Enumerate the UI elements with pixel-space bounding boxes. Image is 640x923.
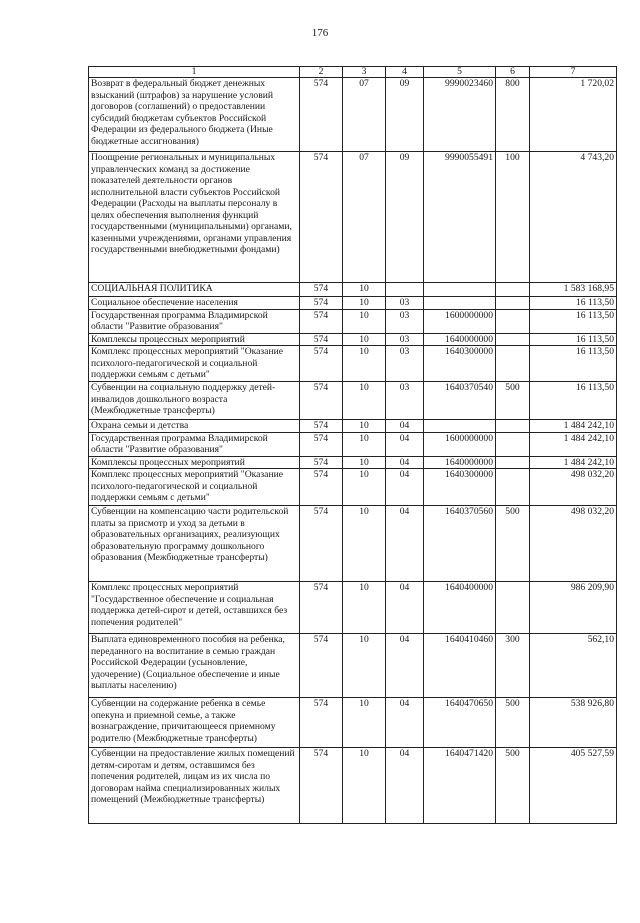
subsection-code: 04	[386, 634, 424, 698]
table-row	[89, 634, 617, 698]
ministry-code: 574	[300, 456, 343, 469]
amount: 498 032,20	[530, 506, 617, 582]
table-row	[89, 582, 617, 634]
amount: 1 583 168,95	[530, 283, 617, 297]
table-row	[89, 748, 617, 824]
amount: 16 113,50	[530, 346, 617, 382]
expense-type-code: 500	[496, 382, 530, 420]
ministry-code: 574	[300, 309, 343, 333]
target-article-code: 9990055491	[424, 152, 496, 283]
subsection-code: 04	[386, 456, 424, 469]
ministry-code: 574	[300, 346, 343, 382]
section-code: 07	[343, 78, 386, 152]
table-row	[89, 152, 617, 283]
expense-type-code: 100	[496, 152, 530, 283]
section-code: 10	[343, 582, 386, 634]
table-row	[89, 456, 617, 469]
target-article-code: 1600000000	[424, 432, 496, 456]
item-name: Государственная программа Владимирской области "Развитие образования"	[89, 309, 300, 333]
target-article-code	[424, 420, 496, 433]
ministry-code: 574	[300, 382, 343, 420]
amount: 16 113,50	[530, 382, 617, 420]
expense-type-code	[496, 309, 530, 333]
table-row	[89, 506, 617, 582]
target-article-code: 1640410460	[424, 634, 496, 698]
item-name: Комплекс процессных мероприятий "Государственное обеспечение и социальная поддержка детей-сирот и детей, оставшихся без попечения родителей"	[89, 582, 300, 634]
section-code: 10	[343, 346, 386, 382]
amount: 1 720,02	[530, 78, 617, 152]
section-code: 10	[343, 420, 386, 433]
subsection-code: 03	[386, 346, 424, 382]
item-name: Комплекс процессных мероприятий "Оказание психолого-педагогической и социальной поддержки семьям с детьми"	[89, 346, 300, 382]
ministry-code: 574	[300, 506, 343, 582]
ministry-code: 574	[300, 333, 343, 346]
item-name: Комплексы процессных мероприятий	[89, 333, 300, 346]
target-article-code: 1640000000	[424, 456, 496, 469]
table-row	[89, 78, 617, 152]
header-cell: 5	[424, 67, 496, 78]
subsection-code: 04	[386, 698, 424, 748]
target-article-code: 1640000000	[424, 333, 496, 346]
target-article-code	[424, 297, 496, 310]
item-name: Комплекс процессных мероприятий "Оказание психолого-педагогической и социальной поддержки семьям с детьми"	[89, 469, 300, 506]
expense-type-code	[496, 469, 530, 506]
amount: 498 032,20	[530, 469, 617, 506]
budget-table	[88, 66, 617, 824]
amount: 16 113,50	[530, 309, 617, 333]
amount: 1 484 242,10	[530, 420, 617, 433]
item-name: Государственная программа Владимирской области "Развитие образования"	[89, 432, 300, 456]
ministry-code: 574	[300, 748, 343, 824]
subsection-code: 04	[386, 748, 424, 824]
amount: 1 484 242,10	[530, 432, 617, 456]
subsection-code: 09	[386, 152, 424, 283]
ministry-code: 574	[300, 582, 343, 634]
item-name: Субвенции на предоставление жилых помещений детям-сиротам и детям, оставшимся без попечения родителей, лицам из их числа по договорам найма специализированных жилых помещений (Межбюджетные трансферты)	[89, 748, 300, 824]
subsection-code: 04	[386, 582, 424, 634]
target-article-code: 1600000000	[424, 309, 496, 333]
ministry-code: 574	[300, 634, 343, 698]
header-cell: 2	[300, 67, 343, 78]
amount: 16 113,50	[530, 297, 617, 310]
ministry-code: 574	[300, 283, 343, 297]
table-body	[89, 78, 617, 824]
item-name: Комплексы процессных мероприятий	[89, 456, 300, 469]
subsection-code: 03	[386, 382, 424, 420]
expense-type-code: 300	[496, 634, 530, 698]
ministry-code: 574	[300, 420, 343, 433]
ministry-code: 574	[300, 297, 343, 310]
table-row	[89, 297, 617, 310]
section-code: 10	[343, 283, 386, 297]
ministry-code: 574	[300, 152, 343, 283]
expense-type-code	[496, 283, 530, 297]
section-code: 10	[343, 333, 386, 346]
header-cell: 3	[343, 67, 386, 78]
table-row	[89, 283, 617, 297]
section-code: 10	[343, 506, 386, 582]
target-article-code: 1640300000	[424, 469, 496, 506]
section-code: 10	[343, 382, 386, 420]
amount: 1 484 242,10	[530, 456, 617, 469]
header-cell: 7	[530, 67, 617, 78]
amount: 562,10	[530, 634, 617, 698]
header-cell: 4	[386, 67, 424, 78]
expense-type-code: 800	[496, 78, 530, 152]
table-row	[89, 469, 617, 506]
target-article-code: 1640400000	[424, 582, 496, 634]
item-name: Поощрение региональных и муниципальных управленческих команд за достижение показателей деятельности органов исполнительной власти субъектов Российской Федерации (Расходы на выплаты персоналу в целях обеспечения выполнения функций государственными (муниципальными) органами, казенными учреждениями, органами управления государственными внебюджетными фондами)	[89, 152, 300, 283]
section-code: 10	[343, 698, 386, 748]
table-row	[89, 432, 617, 456]
expense-type-code	[496, 297, 530, 310]
expense-type-code	[496, 432, 530, 456]
ministry-code: 574	[300, 78, 343, 152]
target-article-code: 1640471420	[424, 748, 496, 824]
subsection-code: 03	[386, 309, 424, 333]
table-row	[89, 333, 617, 346]
subsection-code: 04	[386, 469, 424, 506]
table-row	[89, 346, 617, 382]
subsection-code: 03	[386, 297, 424, 310]
target-article-code: 9990023460	[424, 78, 496, 152]
expense-type-code	[496, 333, 530, 346]
section-code: 10	[343, 748, 386, 824]
subsection-code: 03	[386, 333, 424, 346]
expense-type-code: 500	[496, 698, 530, 748]
item-name: Субвенции на компенсацию части родительской платы за присмотр и уход за детьми в образовательных организациях, реализующих образовательную программу дошкольного образования (Межбюджетные трансферты)	[89, 506, 300, 582]
ministry-code: 574	[300, 469, 343, 506]
section-code: 10	[343, 297, 386, 310]
item-name: Социальное обеспечение населения	[89, 297, 300, 310]
ministry-code: 574	[300, 698, 343, 748]
target-article-code: 1640300000	[424, 346, 496, 382]
amount: 16 113,50	[530, 333, 617, 346]
target-article-code: 1640370540	[424, 382, 496, 420]
section-code: 10	[343, 469, 386, 506]
section-code: 07	[343, 152, 386, 283]
target-article-code: 1640370560	[424, 506, 496, 582]
table-row	[89, 698, 617, 748]
target-article-code: 1640470650	[424, 698, 496, 748]
header-cell: 1	[89, 67, 300, 78]
expense-type-code	[496, 420, 530, 433]
expense-type-code: 500	[496, 748, 530, 824]
amount: 538 926,80	[530, 698, 617, 748]
table-row	[89, 382, 617, 420]
section-code: 10	[343, 456, 386, 469]
item-name: Субвенции на содержание ребенка в семье опекуна и приемной семье, а также вознаграждение, причитающееся приемному родителю (Межбюджетные трансферты)	[89, 698, 300, 748]
page-number: 176	[311, 27, 329, 39]
subsection-code: 04	[386, 420, 424, 433]
item-name: Субвенции на социальную поддержку детей-инвалидов дошкольного возраста (Межбюджетные трансферты)	[89, 382, 300, 420]
section-code: 10	[343, 634, 386, 698]
table-row	[89, 420, 617, 433]
amount: 4 743,20	[530, 152, 617, 283]
amount: 986 209,90	[530, 582, 617, 634]
subsection-code: 04	[386, 432, 424, 456]
subsection-code	[386, 283, 424, 297]
amount: 405 527,59	[530, 748, 617, 824]
ministry-code: 574	[300, 432, 343, 456]
expense-type-code	[496, 582, 530, 634]
subsection-code: 09	[386, 78, 424, 152]
header-cell: 6	[496, 67, 530, 78]
expense-type-code	[496, 456, 530, 469]
table-row	[89, 309, 617, 333]
section-code: 10	[343, 309, 386, 333]
item-name: Возврат в федеральный бюджет денежных взысканий (штрафов) за нарушение условий договоров (соглашений) о предоставлении субсидий бюджетам субъектов Российской Федерации из федерального бюджета (Иные бюджетные ассигнования)	[89, 78, 300, 152]
header-row	[89, 67, 617, 78]
expense-type-code	[496, 346, 530, 382]
subsection-code: 04	[386, 506, 424, 582]
item-name: Охрана семьи и детства	[89, 420, 300, 433]
target-article-code	[424, 283, 496, 297]
item-name: СОЦИАЛЬНАЯ ПОЛИТИКА	[89, 283, 300, 297]
section-code: 10	[343, 432, 386, 456]
item-name: Выплата единовременного пособия на ребенка, переданного на воспитание в семью граждан Российской Федерации (усыновление, удочерение) (Социальное обеспечение и иные выплаты населению)	[89, 634, 300, 698]
expense-type-code: 500	[496, 506, 530, 582]
